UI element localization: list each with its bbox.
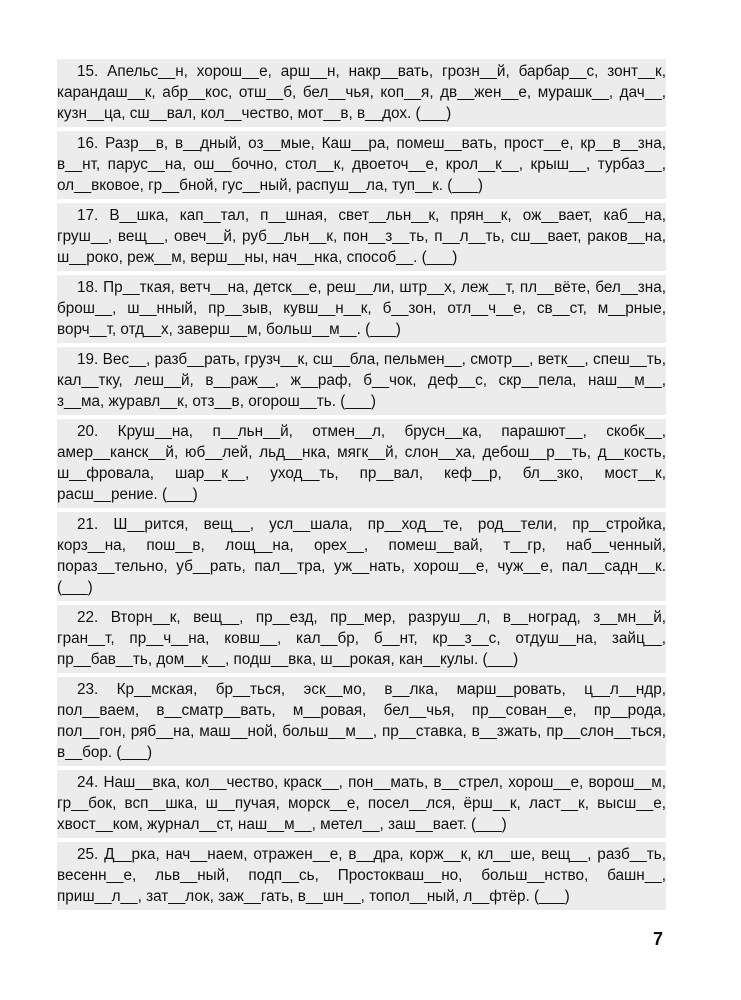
exercise-text: 20. Круш__на, п__льн__й, отмен__л, брусн__ка, парашют__, скобк__, амер__канск__й, юб__лей, льд__нка, мягк__й, слон__ха, дебош__р__ть, д__кость, ш__фровала, шар__к__, уход__ть, пр__вал, кеф__р, бл__зко, мост__к, расш__рение. (___) [57, 423, 666, 503]
exercise-17 [57, 201, 666, 273]
exercise-20 [57, 417, 666, 510]
exercise-text: 25. Д__рка, нач__наем, отражен__е, в__дра, корж__к, кл__ше, вещ__, разб__ть, весенн__е, льв__ный, подп__сь, Простокваш__но, больш__нство, башн__, приш__л__, зат__лок, заж__гать, в__шн__, топол__ный, л__фтёр. (___) [57, 846, 666, 905]
exercise-text: 24. Наш__вка, кол__чество, краск__, пон__мать, в__стрел, хорош__е, ворош__м, гр__бок, всп__шка, ш__пучая, морск__е, посел__лся, ёрш__к, ласт__к, высш__е, хвост__ком, журнал__ст, наш__м__, метел__, заш__вает. (___) [57, 774, 666, 833]
exercise-text: 18. Пр__ткая, ветч__на, детск__е, реш__ли, штр__х, леж__т, пл__вёте, бел__зна, брош__, ш__нный, пр__зыв, кувш__н__к, б__зон, отл__ч__е, св__ст, м__рные, ворч__т, отд__х, заверш__м, больш__м__. (___) [57, 279, 666, 338]
exercise-16 [57, 129, 666, 201]
exercise-text: 21. Ш__рится, вещ__, усл__шала, пр__ход__те, род__тели, пр__стройка, корз__на, пош__в, лощ__на, орех__, помеш__вай, т__гр, наб__ченный, пораз__тельно, уб__рать, пал__тра, уж__нать, хорош__е, чуж__е, пал__садн__к. (___) [57, 516, 666, 596]
exercise-text: 17. В__шка, кап__тал, п__шная, свет__льн__к, прян__к, ож__вает, каб__на, груш__, вещ__, овеч__й, руб__льн__к, пон__з__ть, п__л__ть, сш__вает, раков__на, ш__роко, реж__м, верш__ны, нач__нка, способ__. (___) [57, 207, 666, 266]
exercise-text: 22. Вторн__к, вещ__, пр__езд, пр__мер, разруш__л, в__ноград, з__мн__й, гран__т, пр__ч__на, ковш__, кал__бр, б__нт, кр__з__с, отдуш__на, зайц__, пр__бав__ть, дом__к__, подш__вка, ш__рокая, кан__кулы. (___) [57, 609, 666, 668]
exercise-24 [57, 768, 666, 840]
exercise-15 [57, 57, 666, 129]
exercise-23 [57, 675, 666, 768]
exercise-text: 19. Вес__, разб__рать, грузч__к, сш__бла, пельмен__, смотр__, ветк__, спеш__ть, кал__тку, леш__й, в__раж__, ж__раф, б__чок, деф__с, скр__пела, наш__м__, з__ма, журавл__к, отз__в, огорош__ть. (___) [57, 351, 666, 410]
exercise-19 [57, 345, 666, 417]
exercise-text: 16. Разр__в, в__дный, оз__мые, Каш__ра, помеш__вать, прост__е, кр__в__зна, в__нт, парус__на, ош__бочно, стол__к, двоеточ__е, крол__к__, крыш__, турбаз__, ол__вковое, гр__бной, гус__ный, распуш__ла, туп__к. (___) [57, 135, 666, 194]
exercise-22 [57, 603, 666, 675]
exercise-text: 15. Апельс__н, хорош__е, арш__н, накр__вать, грозн__й, барбар__с, зонт__к, карандаш__к, абр__кос, отш__б, бел__чья, коп__я, дв__жен__е, мурашк__, дач__, кузн__ца, сш__вал, кол__чество, мот__в, в__дох. (___) [57, 63, 666, 122]
exercise-text: 23. Кр__мская, бр__ться, эск__мо, в__лка, марш__ровать, ц__л__ндр, пол__ваем, в__сматр__вать, м__ровая, бел__чья, пр__сован__е, пр__рода, пол__гон, ряб__на, маш__ной, больш__м__, пр__ставка, в__зжать, пр__слон__ться, в__бор. (___) [57, 681, 666, 761]
page-number: 7 [653, 929, 664, 949]
exercise-21 [57, 510, 666, 603]
exercise-18 [57, 273, 666, 345]
exercise-list [57, 57, 666, 912]
exercise-25 [57, 840, 666, 912]
